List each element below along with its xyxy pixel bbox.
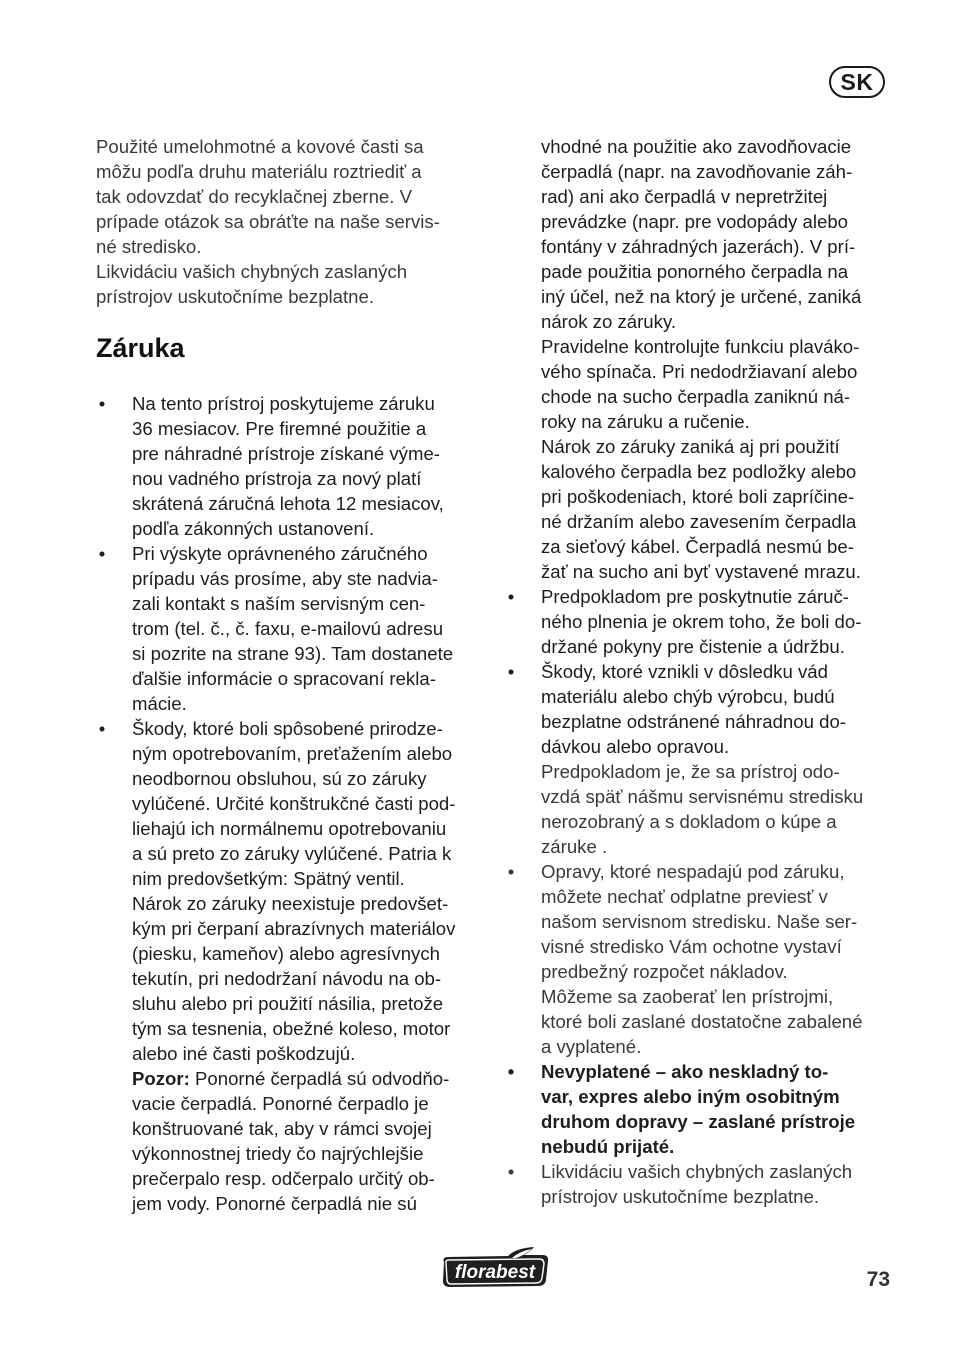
text-line: Pri výskyte oprávneného záručného: [132, 543, 428, 564]
text-line: jem vody. Ponorné čerpadlá nie sú: [132, 1193, 417, 1214]
list-item: [96, 716, 486, 1216]
text-line: vacie čerpadlá. Ponorné čerpadlo je: [132, 1093, 429, 1114]
text-line: né držaním alebo zavesením čerpadla: [541, 511, 857, 532]
bullet-icon: •: [98, 543, 106, 564]
list-item: [505, 584, 895, 659]
text-line: roky na záruku a ručenie.: [541, 411, 750, 432]
text-line: vého spínača. Pri nedodržiavaní alebo: [541, 361, 858, 382]
text-line: môžu podľa druhu materiálu roztriediť a: [96, 161, 422, 182]
text-line: var, expres alebo iným osobitným: [541, 1086, 840, 1107]
list-item: [505, 659, 895, 859]
list-item: [96, 541, 486, 716]
text-line: našom servisnom stredisku. Naše ser-: [541, 911, 858, 932]
intro-paragraph: [96, 134, 486, 309]
page-number: 73: [866, 1268, 890, 1291]
text-line: chode na sucho čerpadla zaniknú ná-: [541, 386, 851, 407]
list-item-text: [541, 1059, 895, 1159]
text-line: Opravy, ktoré nespadajú pod záruku,: [541, 861, 845, 882]
list-item: [96, 391, 486, 541]
text-line: Likvidáciu vašich chybných zaslaných: [541, 1161, 853, 1182]
text-line: Nárok zo záruky zaniká aj pri použití: [541, 436, 840, 457]
list-item-text: [541, 859, 895, 1059]
caution-label: Pozor:: [132, 1068, 190, 1089]
list-item-text: [132, 391, 486, 541]
list-item-text: [541, 584, 895, 659]
text-line: tým sa tesnenia, obežné koleso, motor: [132, 1018, 451, 1039]
caution-text-continued: [132, 1091, 486, 1216]
text-line: Škody, ktoré boli spôsobené prirodze-: [132, 718, 443, 739]
text-line: nou vadného prístroja za nový platí: [132, 468, 422, 489]
text-line: Škody, ktoré vznikli v dôsledku vád: [541, 661, 828, 682]
text-line: prevádzke (napr. pre vodopády alebo: [541, 211, 849, 232]
text-line: prístrojov uskutočníme bezplatne.: [541, 1186, 820, 1207]
text-line: kým pri čerpaní abrazívnych materiálov: [132, 918, 456, 939]
left-column: [96, 134, 486, 1216]
bullet-icon: •: [507, 1161, 515, 1182]
text-line: Nevyplatené – ako neskladný to-: [541, 1061, 829, 1082]
list-item-text: [541, 1159, 895, 1209]
text-line: ktoré boli zaslané dostatočne zabalené: [541, 1011, 863, 1032]
list-item: [505, 859, 895, 1059]
bullet-icon: •: [98, 718, 106, 739]
text-line: iný účel, než na ktorý je určené, zaniká: [541, 286, 862, 307]
text-line: alebo iné časti poškodzujú.: [132, 1043, 356, 1064]
text-line: vzdá späť nášmu servisnému stredisku: [541, 786, 864, 807]
text-line: záruke .: [541, 836, 608, 857]
text-line: nerozobraný a s dokladom o kúpe a: [541, 811, 837, 832]
brand-text: florabest: [454, 1262, 536, 1283]
warranty-list: [96, 391, 486, 1216]
text-line: výkonnostnej triedy čo najrýchlejšie: [132, 1143, 424, 1164]
text-line: (piesku, kameňov) alebo agresívnych: [132, 943, 440, 964]
list-item-continuation: [505, 134, 895, 584]
text-line: pri poškodeniach, ktoré boli zapríčine-: [541, 486, 855, 507]
text-line: nárok zo záruky.: [541, 311, 677, 332]
list-item-note: [541, 759, 895, 859]
text-line: 36 mesiacov. Pre firemné použitie a: [132, 418, 427, 439]
text-line: rad) ani ako čerpadlá v nepretržitej: [541, 186, 828, 207]
text-line: tekutín, pri nedodržaní návodu na ob-: [132, 968, 442, 989]
bullet-icon: •: [507, 861, 515, 882]
right-column: [505, 134, 895, 1209]
text-line: materiálu alebo chýb výrobcu, budú: [541, 686, 835, 707]
list-item-text: [132, 716, 486, 1066]
text-line: Predpokladom je, že sa prístroj odo-: [541, 761, 840, 782]
list-item-text: [132, 541, 486, 716]
florabest-logo: [438, 1246, 552, 1290]
text-line: podľa zákonných ustanovení.: [132, 518, 375, 539]
warranty-list-continued: [505, 584, 895, 1209]
text-line: bezplatne odstránené náhradnou do-: [541, 711, 846, 732]
text-line: né stredisko.: [96, 236, 202, 257]
text-line: trom (tel. č., č. faxu, e-mailovú adresu: [132, 618, 444, 639]
text-line: nim predovšetkým: Spätný ventil.: [132, 868, 405, 889]
text-line: môžete nechať odplatne previesť v: [541, 886, 828, 907]
text-line: a vyplatené.: [541, 1036, 642, 1057]
text-line: konštruované tak, aby v rámci svojej: [132, 1118, 432, 1139]
bullet-icon: •: [507, 586, 515, 607]
text-line: a sú preto zo záruky vylúčené. Patria k: [132, 843, 452, 864]
text-line: visné stredisko Vám ochotne vystaví: [541, 936, 842, 957]
list-item: [505, 1159, 895, 1209]
caution-text: Ponorné čerpadlá sú odvodňo-: [189, 1068, 450, 1089]
text-line: neodbornou obsluhou, sú zo záruky: [132, 768, 427, 789]
text-line: prípade otázok sa obráťte na naše servis-: [96, 211, 440, 232]
language-code: SK: [840, 68, 874, 95]
caution-note: [132, 1066, 486, 1091]
language-badge: [829, 66, 885, 98]
text-line: dávkou alebo opravou.: [541, 736, 730, 757]
text-line: za sieťový kábel. Čerpadlá nesmú be-: [541, 536, 854, 557]
text-line: Likvidáciu vašich chybných zaslaných: [96, 261, 408, 282]
text-line: čerpadlá (napr. na zavodňovanie záh-: [541, 161, 853, 182]
text-line: liehajú ich normálnemu opotrebovaniu: [132, 818, 447, 839]
text-line: Použité umelohmotné a kovové časti sa: [96, 136, 424, 157]
text-line: vhodné na použitie ako zavodňovacie: [541, 136, 852, 157]
text-line: fontány v záhradných jazerách). V prí-: [541, 236, 856, 257]
text-line: Nárok zo záruky neexistuje predovšet-: [132, 893, 449, 914]
text-line: predbežný rozpočet nákladov.: [541, 961, 788, 982]
text-line: si pozrite na strane 93). Tam dostanete: [132, 643, 454, 664]
text-line: pre náhradné prístroje získané výme-: [132, 443, 440, 464]
list-item-text: [541, 659, 895, 759]
text-line: držané pokyny pre čistenie a údržbu.: [541, 636, 845, 657]
text-line: mácie.: [132, 693, 187, 714]
list-item-warning: [505, 1059, 895, 1159]
text-line: skrátená záručná lehota 12 mesiacov,: [132, 493, 444, 514]
text-line: tak odovzdať do recyklačnej zberne. V: [96, 186, 413, 207]
text-line: Na tento prístroj poskytujeme záruku: [132, 393, 435, 414]
text-line: ným opotrebovaním, preťažením alebo: [132, 743, 453, 764]
text-line: zali kontakt s naším servisným cen-: [132, 593, 426, 614]
text-line: vylúčené. Určité konštrukčné časti pod-: [132, 793, 456, 814]
text-line: kalového čerpadla bez podložky alebo: [541, 461, 857, 482]
text-line: ného plnenia je okrem toho, že boli do-: [541, 611, 862, 632]
bullet-icon: •: [507, 1061, 515, 1082]
text-line: prečerpalo resp. odčerpalo určitý ob-: [132, 1168, 435, 1189]
text-line: Môžeme sa zaoberať len prístrojmi,: [541, 986, 834, 1007]
text-line: Pravidelne kontrolujte funkciu plaváko-: [541, 336, 860, 357]
bullet-icon: •: [507, 661, 515, 682]
text-line: žať na sucho ani byť vystavené mrazu.: [541, 561, 861, 582]
text-line: nebudú prijaté.: [541, 1136, 675, 1157]
text-line: pade použitia ponorného čerpadla na: [541, 261, 849, 282]
bullet-icon: •: [98, 393, 106, 414]
text-line: prípadu vás prosíme, aby ste nadvia-: [132, 568, 438, 589]
text-line: sluhu alebo pri použití násilia, pretože: [132, 993, 444, 1014]
section-heading: Záruka: [96, 333, 185, 363]
text-line: prístrojov uskutočníme bezplatne.: [96, 286, 375, 307]
text-line: Predpokladom pre poskytnutie záruč-: [541, 586, 849, 607]
text-line: ďalšie informácie o spracovaní rekla-: [132, 668, 436, 689]
text-line: druhom dopravy – zaslané prístroje: [541, 1111, 856, 1132]
